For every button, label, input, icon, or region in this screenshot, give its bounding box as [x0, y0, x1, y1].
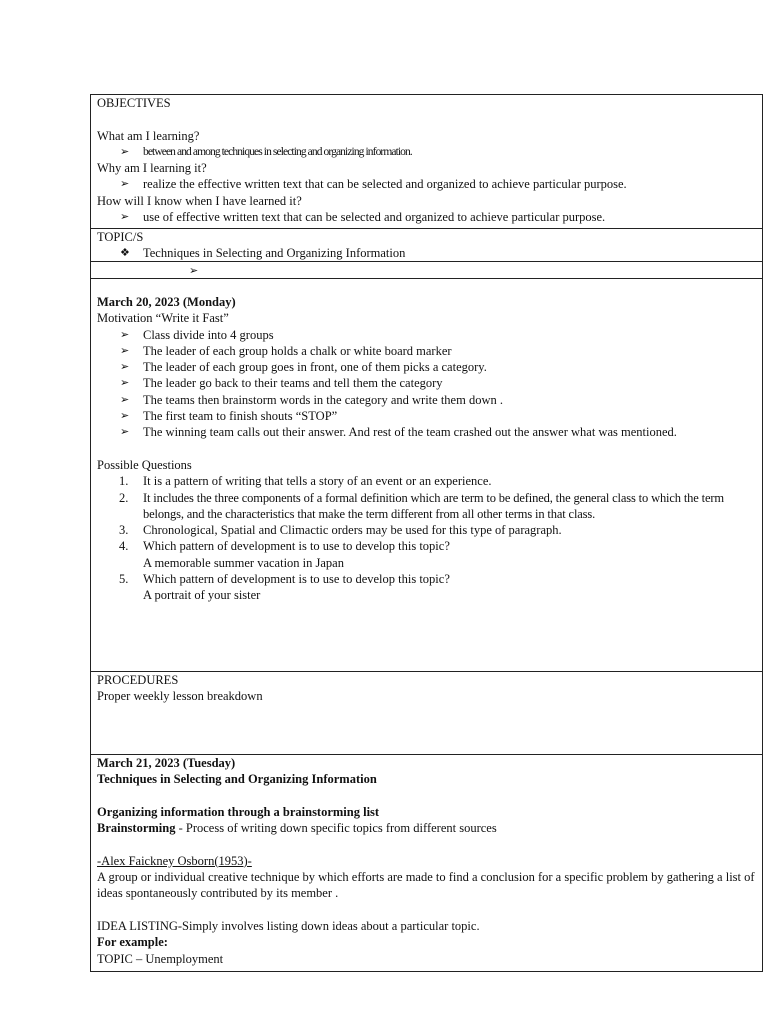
procedures-header: PROCEDURES: [97, 673, 179, 687]
example-topic: TOPIC – Unemployment: [97, 951, 224, 966]
arrow-bullet-icon: ➢: [120, 344, 130, 357]
arrow-bullet-icon: ➢: [120, 377, 130, 390]
arrow-bullet-icon: ➢: [189, 265, 199, 277]
list-item: ➢ Class divide into 4 groups: [120, 327, 274, 342]
arrow-bullet-icon: ➢: [120, 211, 130, 224]
possible-questions-list: [97, 473, 756, 603]
term: Brainstorming: [97, 821, 176, 836]
objectives-cell: [91, 95, 762, 229]
monday-date: March 20, 2023 (Monday): [97, 295, 236, 309]
arrow-bullet-icon: ➢: [120, 393, 130, 406]
arrow-bullet-icon: ➢: [120, 426, 130, 439]
answer-what: ➢ between and among techniques in selecting and organizing information.: [97, 144, 756, 160]
arrow-bullet-icon: ➢: [120, 178, 130, 191]
idea-listing: IDEA LISTING-Simply involves listing down ideas about a particular topic.: [97, 918, 480, 933]
arrow-bullet-icon: ➢: [120, 145, 130, 158]
list-item: 3. Chronological, Spatial and Climactic orders may be used for this type of paragraph.: [119, 523, 562, 538]
list-item: 4. Which pattern of development is to use to develop this topic?: [119, 539, 450, 554]
source-citation: -Alex Faickney Osborn(1953)-: [97, 853, 252, 868]
question-how: How will I know when I have learned it?: [97, 193, 302, 208]
diamond-bullet-icon: ❖: [120, 247, 130, 260]
list-item: 5. Which pattern of development is to use to develop this topic?: [119, 572, 450, 587]
list-item: 2. It includes the three components of a formal definition which are term to be defined, the general class to which the term belongs, and the characteristics that make the term different from all other terms in that class.: [119, 490, 724, 521]
empty-row: [91, 262, 762, 279]
osborn-quote: A group or individual creative technique by which efforts are made to find a conclusion for a specific problem by gathering a list of ideas spontaneously contributed by its member .: [97, 870, 755, 901]
arrow-bullet-icon: ➢: [120, 361, 130, 374]
brainstorming-subhead: Organizing information through a brainstorming list: [97, 804, 380, 819]
tuesday-date: March 21, 2023 (Tuesday): [97, 756, 236, 770]
answer-how: ➢ use of effective written text that can be selected and organized to achieve particular purpose.: [120, 210, 606, 225]
motivation-title: Motivation “Write it Fast”: [97, 311, 229, 326]
question-topic: A memorable summer vacation in Japan: [143, 555, 344, 570]
topic-cell: [91, 229, 762, 262]
list-item: 1. It is a pattern of writing that tells a story of an event or an experience.: [119, 474, 492, 489]
example-label: For example:: [97, 935, 168, 950]
motivation-steps: [97, 327, 756, 441]
question-what: What am I learning?: [97, 128, 200, 143]
list-item: ➢ The first team to finish shouts “STOP”: [120, 409, 338, 424]
list-item: ➢ The leader of each group goes in front, one of them picks a category.: [120, 360, 487, 375]
lesson-plan-table: [90, 94, 763, 972]
question-topic: A portrait of your sister: [143, 588, 261, 603]
topic-header: TOPIC/S: [97, 230, 144, 244]
tuesday-cell: [91, 755, 762, 971]
list-item: ➢ The leader go back to their teams and tell them the category: [120, 376, 443, 391]
question-why: Why am I learning it?: [97, 161, 207, 176]
list-item: ➢ The leader of each group holds a chalk or white board marker: [120, 343, 452, 358]
procedures-text: Proper weekly lesson breakdown: [97, 689, 263, 704]
answer-why: ➢ realize the effective written text that can be selected and organized to achieve particular purpose.: [120, 177, 627, 192]
arrow-bullet-icon: ➢: [120, 328, 130, 341]
arrow-bullet-icon: ➢: [120, 410, 130, 423]
procedures-cell: [91, 672, 762, 755]
objectives-header: OBJECTIVES: [97, 96, 171, 110]
list-item: ➢ The teams then brainstorm words in the category and write them down .: [120, 392, 503, 407]
brainstorming-definition: Brainstorming - Process of writing down specific topics from different sources: [97, 821, 497, 836]
monday-cell: [91, 279, 762, 672]
topic-item: ❖ Techniques in Selecting and Organizing Information: [120, 246, 406, 261]
possible-questions-label: Possible Questions: [97, 457, 192, 472]
list-item: ➢ The winning team calls out their answer. And rest of the team crashed out the answer what was mentioned.: [120, 425, 677, 440]
tuesday-title: Techniques in Selecting and Organizing Information: [97, 772, 377, 787]
